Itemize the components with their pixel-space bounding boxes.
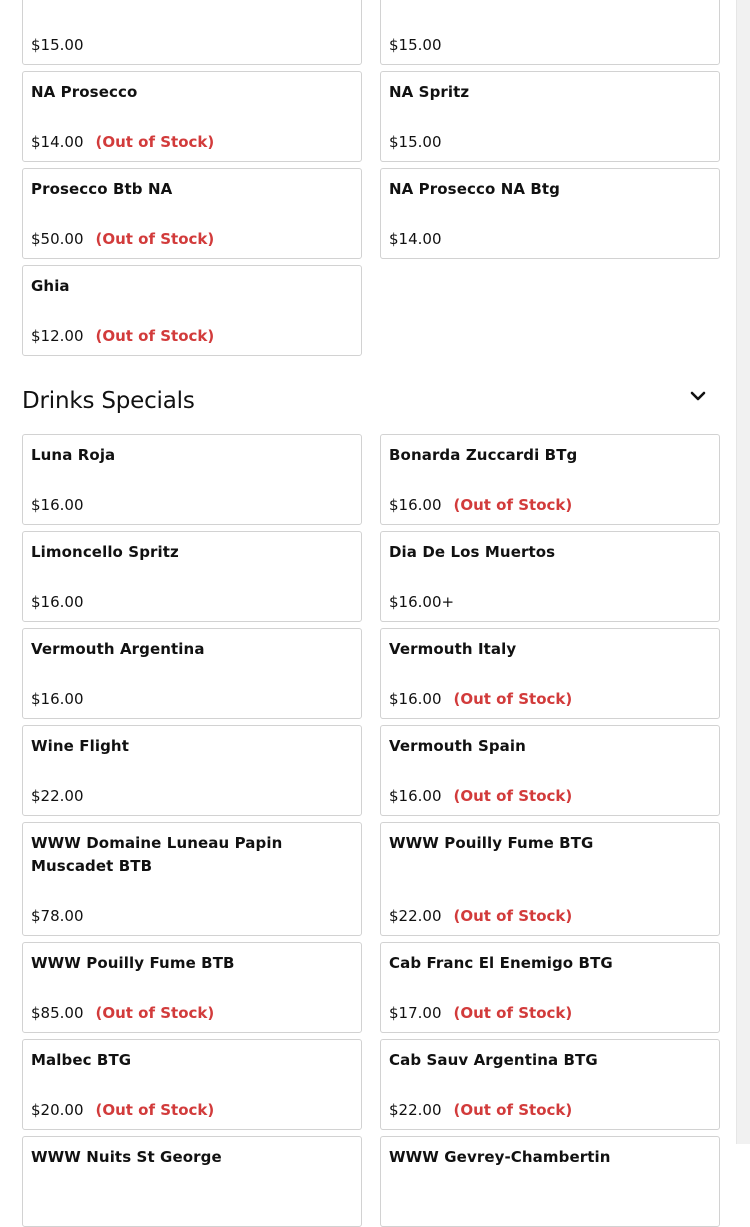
out-of-stock-label: (Out of Stock) — [453, 690, 573, 708]
item-name: Vermouth Spain — [389, 737, 526, 755]
item-price-row — [31, 689, 353, 709]
item-price-row — [31, 1100, 353, 1120]
item-name: WWW Pouilly Fume BTG — [389, 834, 594, 852]
menu-item-card[interactable] — [380, 168, 720, 259]
menu-item-card[interactable] — [22, 1039, 362, 1130]
item-price: $17.00 — [389, 1004, 442, 1022]
item-price: $20.00 — [31, 1101, 84, 1119]
menu-item-card[interactable] — [380, 0, 720, 65]
item-name: NA Spritz — [389, 83, 470, 101]
out-of-stock-label: (Out of Stock) — [95, 230, 215, 248]
item-price: $22.00 — [389, 1101, 442, 1119]
item-price: $22.00 — [389, 907, 442, 925]
menu-item-card[interactable] — [22, 71, 362, 162]
item-price: $16.00 — [389, 787, 442, 805]
out-of-stock-label: (Out of Stock) — [95, 1004, 215, 1022]
drinks-specials-header[interactable] — [22, 370, 720, 422]
item-price: $15.00 — [389, 36, 442, 54]
menu-item-card[interactable] — [22, 265, 362, 356]
item-price-row — [31, 1003, 353, 1023]
item-price: $85.00 — [31, 1004, 84, 1022]
item-price-row — [389, 1003, 711, 1023]
drinks-specials-grid — [22, 434, 720, 1227]
menu-item-card[interactable] — [22, 0, 362, 65]
menu-item-card[interactable] — [380, 822, 720, 936]
item-price-row — [31, 132, 353, 152]
menu-item-card[interactable] — [22, 531, 362, 622]
item-price: $16.00 — [389, 496, 442, 514]
item-price-row — [389, 689, 711, 709]
out-of-stock-label: (Out of Stock) — [453, 1101, 573, 1119]
item-name: NA Prosecco NA Btg — [389, 180, 561, 198]
item-name: Cab Franc El Enemigo BTG — [389, 954, 613, 972]
item-name: Vermouth Argentina — [31, 640, 205, 658]
item-name: Prosecco Btb NA — [31, 180, 173, 198]
menu-item-card[interactable] — [380, 71, 720, 162]
out-of-stock-label: (Out of Stock) — [453, 787, 573, 805]
item-name: Bonarda Zuccardi BTg — [389, 446, 578, 464]
out-of-stock-label: (Out of Stock) — [453, 907, 573, 925]
item-name: Ghia — [31, 277, 70, 295]
item-price-row — [31, 35, 353, 55]
menu-item-card[interactable] — [380, 725, 720, 816]
menu-item-card[interactable] — [380, 628, 720, 719]
menu-item-card[interactable] — [22, 168, 362, 259]
menu-item-card[interactable] — [380, 942, 720, 1033]
item-name: Dia De Los Muertos — [389, 543, 556, 561]
item-name: WWW Pouilly Fume BTB — [31, 954, 235, 972]
out-of-stock-label: (Out of Stock) — [95, 133, 215, 151]
item-price-row — [389, 229, 711, 249]
item-name: Cab Sauv Argentina BTG — [389, 1051, 598, 1069]
item-price: $16.00 — [389, 690, 442, 708]
item-price-row — [389, 495, 711, 515]
item-price: $14.00 — [31, 133, 84, 151]
scrollbar[interactable] — [736, 0, 750, 1144]
item-price: $78.00 — [31, 907, 84, 925]
item-price-row — [389, 906, 711, 926]
item-price-row — [31, 786, 353, 806]
menu-item-card[interactable] — [380, 434, 720, 525]
item-price-row — [31, 495, 353, 515]
menu-item-card[interactable] — [22, 725, 362, 816]
out-of-stock-label: (Out of Stock) — [95, 1101, 215, 1119]
menu-item-card[interactable] — [22, 1136, 362, 1227]
item-price: $16.00 — [31, 593, 84, 611]
item-name: WWW Domaine Luneau Papin Muscadet BTB — [31, 834, 283, 875]
item-price-row — [31, 326, 353, 346]
item-price-row — [389, 592, 711, 612]
menu-item-card[interactable] — [22, 942, 362, 1033]
item-price: $15.00 — [31, 36, 84, 54]
item-name: Wine Flight — [31, 737, 129, 755]
item-price-row — [31, 906, 353, 926]
item-name: WWW Gevrey-Chambertin — [389, 1148, 611, 1166]
menu-item-card[interactable] — [22, 628, 362, 719]
item-name: NA Prosecco — [31, 83, 138, 101]
item-price: $16.00+ — [389, 593, 455, 611]
item-price-row — [389, 1100, 711, 1120]
menu-grid-top — [22, 0, 720, 356]
item-name: Malbec BTG — [31, 1051, 132, 1069]
item-price-row — [389, 786, 711, 806]
item-name: Vermouth Italy — [389, 640, 517, 658]
item-price: $15.00 — [389, 133, 442, 151]
out-of-stock-label: (Out of Stock) — [453, 496, 573, 514]
chevron-down-icon[interactable] — [686, 384, 710, 408]
menu-item-card[interactable] — [380, 1039, 720, 1130]
menu-item-card[interactable] — [22, 434, 362, 525]
menu-item-card[interactable] — [380, 531, 720, 622]
item-name: Luna Roja — [31, 446, 116, 464]
item-price-row — [389, 132, 711, 152]
menu-item-card[interactable] — [380, 1136, 720, 1227]
out-of-stock-label: (Out of Stock) — [453, 1004, 573, 1022]
item-price-row — [31, 229, 353, 249]
menu-item-card[interactable] — [22, 822, 362, 936]
menu-content — [22, 0, 720, 1227]
item-price: $16.00 — [31, 690, 84, 708]
item-price: $50.00 — [31, 230, 84, 248]
item-name: Limoncello Spritz — [31, 543, 179, 561]
out-of-stock-label: (Out of Stock) — [95, 327, 215, 345]
item-name: WWW Nuits St George — [31, 1148, 222, 1166]
item-price: $12.00 — [31, 327, 84, 345]
item-price-row — [389, 35, 711, 55]
item-price: $16.00 — [31, 496, 84, 514]
item-price: $14.00 — [389, 230, 442, 248]
item-price-row — [31, 592, 353, 612]
item-price: $22.00 — [31, 787, 84, 805]
section-title: Drinks Specials — [22, 388, 195, 414]
